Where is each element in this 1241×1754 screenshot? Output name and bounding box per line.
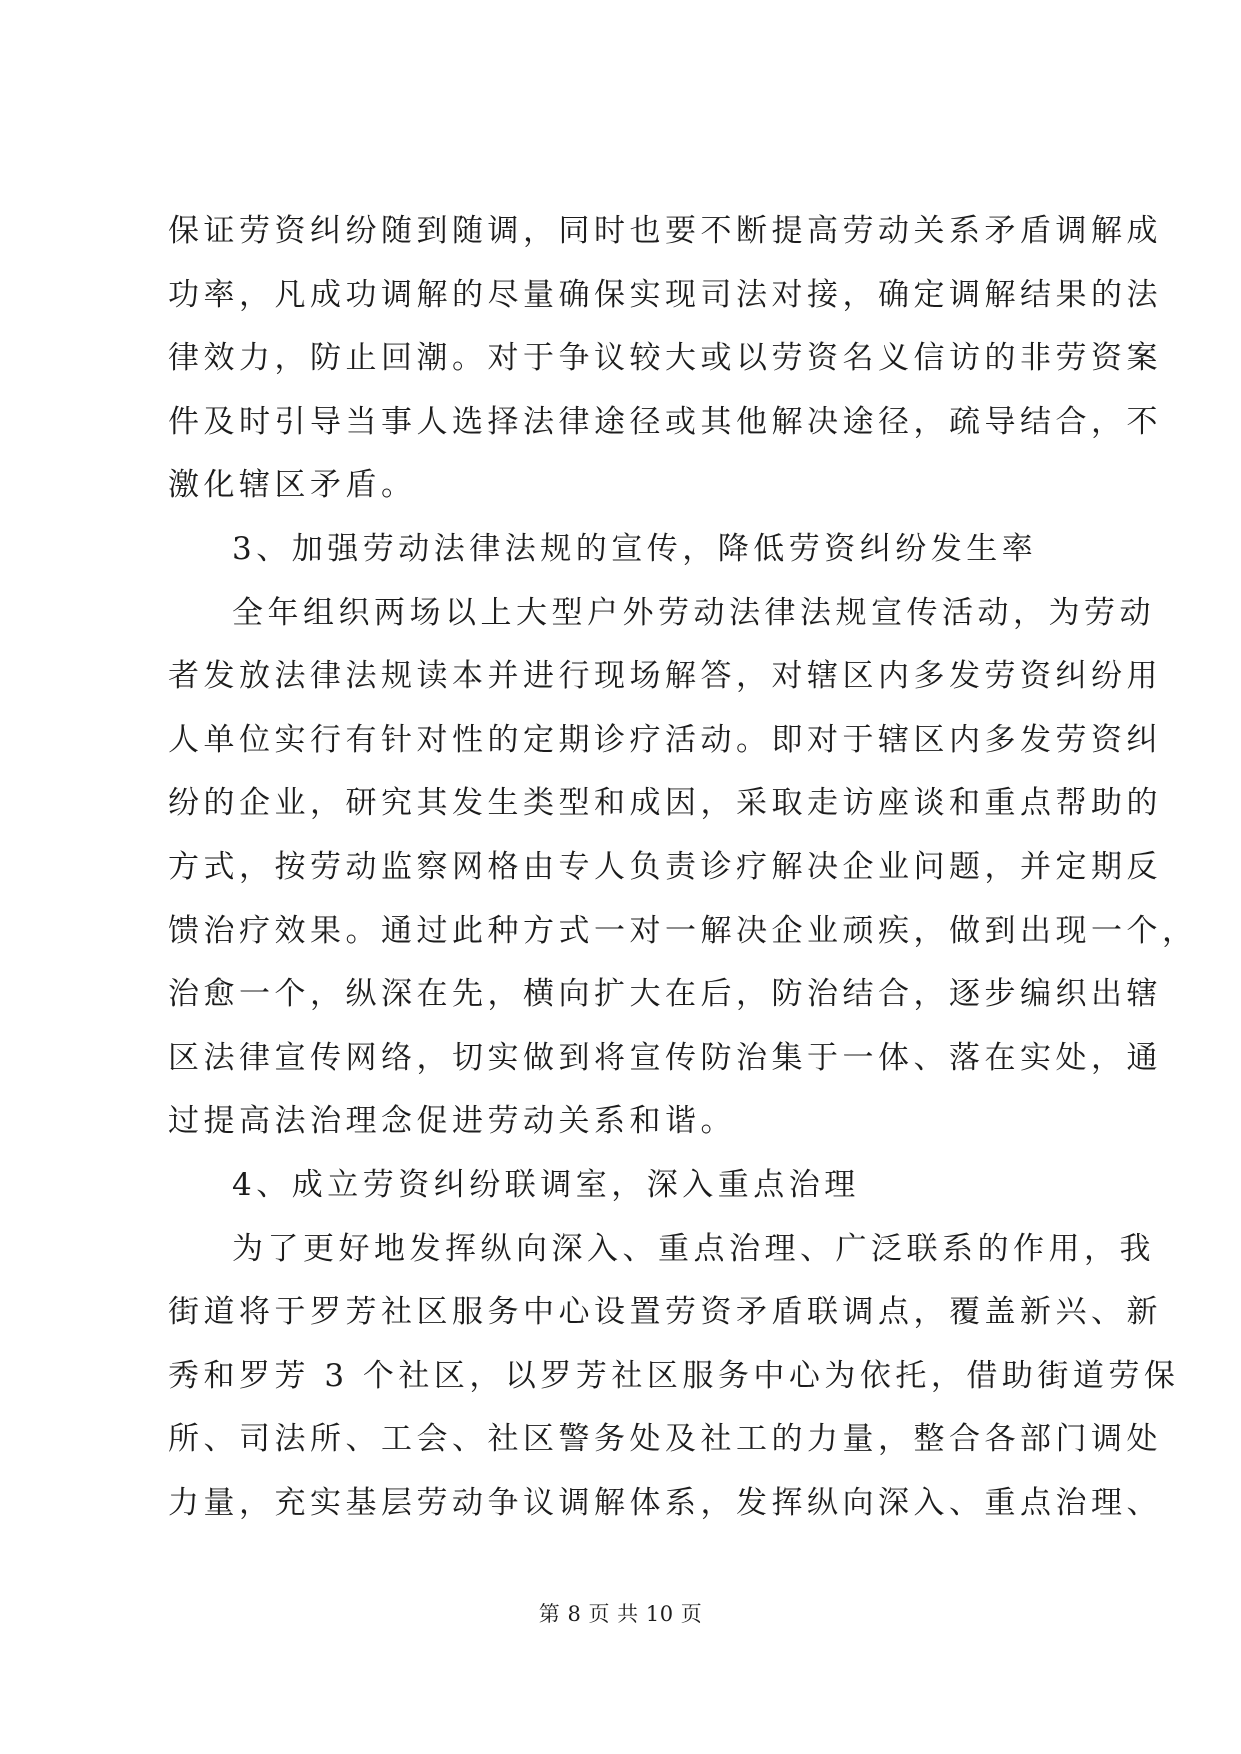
section-heading: 4、成立劳资纠纷联调室，深入重点治理 (232, 1166, 860, 1203)
text-line: 所、司法所、工会、社区警务处及社工的力量，整合各部门调处 (168, 1421, 1162, 1458)
paragraph-start-line: 全年组织两场以上大型户外劳动法律法规宣传活动，为劳动 (232, 594, 1155, 631)
page-number-footer: 第 8 页 共 10 页 (538, 1602, 703, 1626)
text-line: 人单位实行有针对性的定期诊疗活动。即对于辖区内多发劳资纠 (168, 721, 1162, 758)
text-line: 件及时引导当事人选择法律途径或其他解决途径，疏导结合，不 (168, 403, 1162, 440)
text-line: 区法律宣传网络，切实做到将宣传防治集于一体、落在实处，通 (168, 1039, 1162, 1076)
document-body (168, 200, 1198, 1535)
text-line: 馈治疗效果。通过此种方式一对一解决企业顽疾，做到出现一个， (168, 912, 1198, 949)
text-line: 保证劳资纠纷随到随调，同时也要不断提高劳动关系矛盾调解成 (168, 213, 1162, 249)
text-line: 街道将于罗芳社区服务中心设置劳资矛盾联调点，覆盖新兴、新 (168, 1294, 1162, 1331)
paragraph-start-line: 为了更好地发挥纵向深入、重点治理、广泛联系的作用，我 (232, 1230, 1155, 1267)
text-line: 功率，凡成功调解的尽量确保实现司法对接，确定调解结果的法 (168, 276, 1162, 313)
text-line: 过提高法治理念促进劳动关系和谐。 (168, 1103, 736, 1140)
text-line: 激化辖区矛盾。 (168, 467, 417, 504)
text-line: 律效力，防止回潮。对于争议较大或以劳资名义信访的非劳资案 (168, 340, 1162, 377)
text-line: 纷的企业，研究其发生类型和成因，采取走访座谈和重点帮助的 (168, 785, 1162, 822)
text-line: 治愈一个，纵深在先，横向扩大在后，防治结合，逐步编织出辖 (168, 976, 1162, 1013)
text-line: 者发放法律法规读本并进行现场解答，对辖区内多发劳资纠纷用 (168, 658, 1162, 695)
text-line: 力量，充实基层劳动争议调解体系，发挥纵向深入、重点治理、 (168, 1484, 1162, 1521)
text-line: 方式，按劳动监察网格由专人负责诊疗解决企业问题，并定期反 (168, 848, 1162, 885)
section-heading: 3、加强劳动法律法规的宣传，降低劳资纠纷发生率 (232, 530, 1038, 567)
text-line: 秀和罗芳 3 个社区，以罗芳社区服务中心为依托，借助街道劳保 (168, 1357, 1180, 1394)
